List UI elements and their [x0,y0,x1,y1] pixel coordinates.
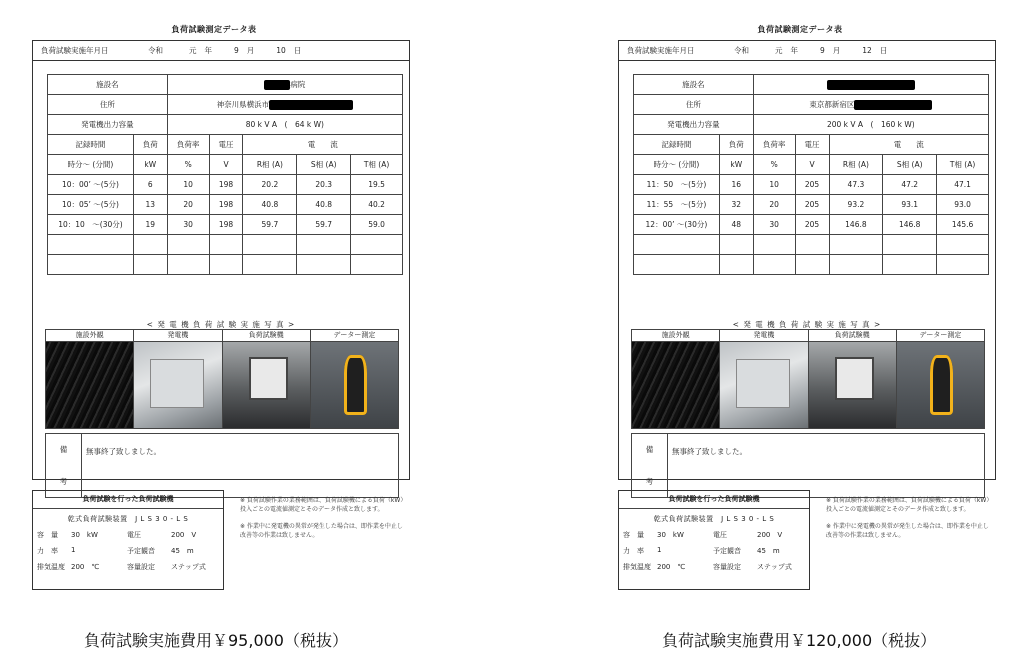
cell-r: 47.3 [829,175,883,195]
photo-data-measurement [311,330,398,428]
photo-section-title: < 発 電 機 負 荷 試 験 実 施 写 真 > [146,320,296,329]
notes [240,496,405,548]
table-row [634,195,989,215]
col-time-header: 記録時間 [634,135,720,155]
cell-time: 11：55 ～(5分) [634,195,720,215]
document-title: 負荷試験測定データ表 [171,25,257,34]
note-item: ※ 作業中に発電機の異常が発生した場合は、即作業を中止し改善等の作業は致しません。 [240,523,403,539]
load-test-sheet-1 [18,18,410,593]
year-unit: 年 [790,46,798,55]
photo-facility-exterior [632,330,720,428]
cell-time: 10：10 ～(30分) [48,215,134,235]
cell-r: 20.2 [243,175,297,195]
unit-load: kW [719,155,753,175]
photo-data-measurement [897,330,984,428]
spec-row: 力 率 1 予定観音 45 m [37,546,194,555]
photo-strip [45,329,399,429]
cell-rate: 30 [753,215,795,235]
photo-caption: 発電機 [134,330,221,342]
cell-load: 13 [133,195,167,215]
capacity-label: 発電機出力容量 [48,115,168,135]
table-row [634,175,989,195]
photo-caption: 施設外観 [46,330,133,342]
cell-t: 145.6 [937,215,989,235]
empty-row [48,235,403,255]
month: 9 [820,46,825,55]
capacity-value: 200 k V A ( 160 k W) [753,115,988,135]
spec-row: 排気温度 200 ℃ 容量設定 ステップ式 [37,563,206,571]
photo-caption: 負荷試験機 [223,330,310,342]
photo-caption: 負荷試験機 [809,330,896,342]
redaction-mark [269,100,353,110]
unit-t-phase: T相 (A) [351,155,403,175]
day: 12 [862,46,872,55]
remarks-header: 備 考 [46,434,82,497]
cell-load: 48 [719,215,753,235]
photo-caption: データー測定 [311,330,398,342]
day-unit: 日 [293,46,302,55]
load-tester-photo [809,342,896,428]
month: 9 [234,46,239,55]
cell-volt: 205 [795,175,829,195]
test-date-row [619,41,995,61]
capacity-label: 発電機出力容量 [634,115,754,135]
generator-photo [720,342,807,428]
cell-t: 40.2 [351,195,403,215]
remarks-header: 備 考 [632,434,668,497]
cell-s: 59.7 [297,215,351,235]
redaction-mark [854,100,932,110]
load-tester-photo [223,342,310,428]
cell-volt: 198 [209,175,243,195]
address-label: 住所 [48,95,168,115]
redaction-mark [827,80,915,90]
col-load-header: 負荷 [133,135,167,155]
col-load-header: 負荷 [719,135,753,155]
facility-value: 病院 [167,75,402,95]
remarks-box [631,433,985,498]
cell-s: 93.1 [883,195,937,215]
spec-title: 負荷試験を行った負荷試験機 [33,491,223,509]
photo-load-tester [809,330,897,428]
cell-volt: 205 [795,215,829,235]
unit-r-phase: R相 (A) [243,155,297,175]
cell-rate: 10 [167,175,209,195]
cell-time: 12：00’ ～(30分) [634,215,720,235]
facility-label: 施設名 [634,75,754,95]
note-item: ※ 作業中に発電機の異常が発生した場合は、即作業を中止し改善等の作業は致しません。 [826,523,989,539]
remarks-box [45,433,399,498]
price-caption-1: 負荷試験実施費用￥95,000（税抜） [84,631,348,650]
cell-rate: 20 [167,195,209,215]
month-unit: 月 [246,46,255,55]
day: 10 [276,46,286,55]
facility-label: 施設名 [48,75,168,95]
era: 令和 [148,46,163,55]
spec-row: 容 量 30 kW 電圧 200 V [623,531,783,539]
col-voltage-header: 電圧 [795,135,829,155]
facility-photo-redacted [632,342,719,428]
clamp-meter-photo [311,342,398,428]
measurement-table [633,74,989,275]
photo-load-tester [223,330,311,428]
cell-s: 20.3 [297,175,351,195]
generator-photo [134,342,221,428]
unit-voltage: V [209,155,243,175]
col-current-header: 電 流 [243,135,403,155]
unit-voltage: V [795,155,829,175]
cell-volt: 205 [795,195,829,215]
capacity-value: 80 k V A ( 64 k W) [167,115,402,135]
table-row [634,215,989,235]
cell-load: 6 [133,175,167,195]
cell-volt: 198 [209,215,243,235]
col-load-rate-header: 負荷率 [167,135,209,155]
photo-generator [134,330,222,428]
remarks-text: 無事終了致しました。 [672,447,747,456]
cell-r: 40.8 [243,195,297,215]
unit-load: kW [133,155,167,175]
address-label: 住所 [634,95,754,115]
photo-section-title: < 発 電 機 負 荷 試 験 実 施 写 真 > [732,320,882,329]
cell-time: 10：00’ ～(5分) [48,175,134,195]
table-row [48,175,403,195]
test-date-label: 負荷試験実施年月日 [41,46,109,55]
document-title: 負荷試験測定データ表 [757,25,843,34]
unit-t-phase: T相 (A) [937,155,989,175]
cell-s: 40.8 [297,195,351,215]
spec-model: 乾式負荷試験装置 J L S 3 0 - L S [67,515,189,523]
note-item: ※ 負荷試験作業の業務範囲は、負荷試験機による負荷（kW）投入ごとの電流値測定とそのデータ作成と致します。 [826,497,990,513]
address-value: 東京都新宿区 [753,95,988,115]
cell-volt: 198 [209,195,243,215]
empty-row [634,255,989,275]
era: 令和 [734,46,749,55]
cell-r: 59.7 [243,215,297,235]
cell-s: 146.8 [883,215,937,235]
col-time-header: 記録時間 [48,135,134,155]
photo-facility-exterior [46,330,134,428]
cell-rate: 10 [753,175,795,195]
year: 元 [775,46,783,55]
test-date-label: 負荷試験実施年月日 [627,46,695,55]
unit-s-phase: S相 (A) [297,155,351,175]
redaction-mark [264,80,290,90]
cell-rate: 20 [753,195,795,215]
note-item: ※ 負荷試験作業の業務範囲は、負荷試験機による負荷（kW）投入ごとの電流値測定とそのデータ作成と致します。 [240,497,404,513]
test-date-row [33,41,409,61]
unit-load-rate: % [167,155,209,175]
unit-s-phase: S相 (A) [883,155,937,175]
spec-row: 力 率 1 予定観音 45 m [623,546,780,555]
year: 元 [189,46,197,55]
address-value: 神奈川県横浜市 [167,95,402,115]
photo-strip [631,329,985,429]
cell-t: 59.0 [351,215,403,235]
empty-row [48,255,403,275]
spec-title: 負荷試験を行った負荷試験機 [619,491,809,509]
month-unit: 月 [832,46,841,55]
empty-row [634,235,989,255]
load-test-sheet-2 [604,18,996,593]
table-row [48,195,403,215]
spec-model: 乾式負荷試験装置 J L S 3 0 - L S [653,515,775,523]
col-load-rate-header: 負荷率 [753,135,795,155]
cell-load: 19 [133,215,167,235]
cell-r: 93.2 [829,195,883,215]
cell-load: 32 [719,195,753,215]
cell-s: 47.2 [883,175,937,195]
spec-row: 排気温度 200 ℃ 容量設定 ステップ式 [623,563,792,571]
data-form [32,40,410,486]
photo-caption: データー測定 [897,330,984,342]
load-tester-spec-box [32,490,224,590]
col-voltage-header: 電圧 [209,135,243,155]
clamp-meter-photo [897,342,984,428]
facility-value [753,75,988,95]
data-form [618,40,996,486]
unit-load-rate: % [753,155,795,175]
col-current-header: 電 流 [829,135,989,155]
spec-row: 容 量 30 kW 電圧 200 V [37,531,197,539]
year-unit: 年 [204,46,212,55]
remarks-text: 無事終了致しました。 [86,447,161,456]
cell-t: 47.1 [937,175,989,195]
cell-t: 93.0 [937,195,989,215]
measurement-table [47,74,403,275]
day-unit: 日 [879,46,888,55]
facility-photo-redacted [46,342,133,428]
cell-r: 146.8 [829,215,883,235]
cell-time: 11：50 ～(5分) [634,175,720,195]
load-tester-spec-box [618,490,810,590]
unit-r-phase: R相 (A) [829,155,883,175]
photo-caption: 施設外観 [632,330,719,342]
unit-time: 時分～ (分間) [634,155,720,175]
photo-caption: 発電機 [720,330,807,342]
notes [826,496,991,548]
price-caption-2: 負荷試験実施費用￥120,000（税抜） [662,631,937,650]
cell-rate: 30 [167,215,209,235]
table-row [48,215,403,235]
cell-time: 10：05’ ～(5分) [48,195,134,215]
cell-load: 16 [719,175,753,195]
photo-generator [720,330,808,428]
cell-t: 19.5 [351,175,403,195]
unit-time: 時分～ (分間) [48,155,134,175]
